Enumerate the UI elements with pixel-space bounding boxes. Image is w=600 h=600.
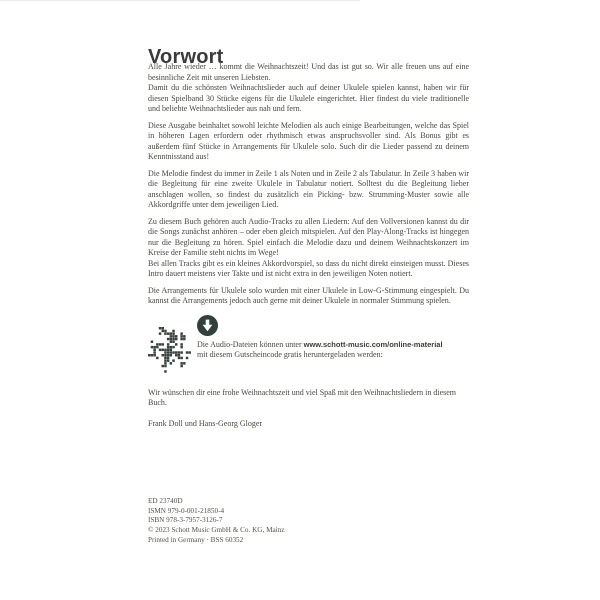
imprint-line: ED 23740D bbox=[148, 497, 183, 505]
foreword-text bbox=[148, 62, 469, 307]
paragraph: Diese Ausgabe beinhaltet sowohl leichte Melodien als auch einige Bearbeitungen, welche das Spiel in höheren Lagen erfordern oder rhythmisch etwas anspruchsvoller sind. Als Bonus gibt es außerdem fünf Stücke in Arrangements für Ukulele solo. Such dir die Lieder passend zu deinem Kenntnisstand aus! bbox=[148, 120, 469, 161]
imprint-line: © 2023 Schott Music GmbH & Co. KG, Mainz bbox=[148, 526, 285, 535]
paragraph: Alle Jahre wieder … kommt die Weihnachtszeit! Und das ist gut so. Wir alle freuen uns auf eine besinnliche Zeit mit unseren Liebsten. bbox=[148, 62, 469, 82]
imprint-line: ISBN 978-3-7957-3126-7 bbox=[148, 516, 223, 525]
imprint bbox=[148, 497, 284, 546]
download-text-prefix: Die Audio-Dateien können unter bbox=[197, 339, 304, 349]
closing-wish: Wir wünschen dir eine frohe Weihnachtszeit und viel Spaß mit den Weihnachtsliedern in diesem Buch. bbox=[148, 387, 457, 407]
imprint-line: ISMN 979-0-001-21850-4 bbox=[148, 506, 225, 515]
download-text-line2: mit diesem Gutscheincode gratis heruntergeladen werden: bbox=[197, 350, 383, 360]
paragraph-group bbox=[148, 169, 469, 211]
paragraph: Damit du die schönsten Weihnachtslieder auch auf deiner Ukulele spielen kannst, haben wir für diesen Spielband 30 Stücke eigens für die Ukulele eingerichtet. Hier findest du viele traditionelle und beliebte Weihnachtslieder aus nah und fern. bbox=[148, 83, 469, 113]
download-info bbox=[197, 315, 443, 375]
paragraph: Bei allen Tracks gibt es ein kleines Akkordvorspiel, so dass du nicht direkt einsteigen musst. Dieses Intro dauert meistens vier Takte und ist nicht extra in den jeweiligen Noten notiert. bbox=[148, 258, 469, 278]
download-section bbox=[148, 315, 469, 375]
download-instructions bbox=[197, 340, 443, 362]
paragraph: Zu diesem Buch gehören auch Audio-Tracks zu allen Liedern: Auf den Vollversionen kannst du dir die Songs zunächst anhören – oder eben gleich mitspielen. Auf den Play-Along-Tracks ist hingegen nur die Begleitung zu hören. Spiel einfach die Melodie dazu und deinem Weihnachtskonzert im Kreise der Familie steht nichts im Wege! bbox=[148, 216, 469, 257]
paragraph: Die Melodie findest du immer in Zeile 1 als Noten und in Zeile 2 als Tabulatur. In Zeile 3 haben wir die Begleitung für eine zweite Ukulele in Tabulatur notiert. Solltest du die Begleitung lieber anschlagen wollen, so findest du zusätzlich ein Picking- bzw. Strumming-Muster sowie alle Akkordgriffe unter dem jeweiligen Lied. bbox=[148, 168, 469, 209]
paragraph-group bbox=[148, 217, 469, 280]
download-url: www.schott-music.com/online-material bbox=[303, 339, 443, 349]
paragraph-group bbox=[148, 121, 469, 163]
paragraph-group bbox=[148, 286, 469, 307]
author-signature: Frank Doll und Hans-Georg Gloger bbox=[148, 418, 263, 428]
qr-code bbox=[148, 315, 194, 375]
paragraph-group bbox=[148, 62, 469, 115]
page-title: Vorwort bbox=[148, 46, 224, 69]
download-arrow-icon bbox=[197, 315, 218, 336]
imprint-line: Printed in Germany · BSS 60352 bbox=[148, 535, 244, 544]
paragraph: Die Arrangements für Ukulele solo wurden mit einer Ukulele in Low-G-Stimmung eingespielt. Du kannst die Arrangements jedoch auch gerne mit deiner Ukulele in normaler Stimmung spielen. bbox=[148, 285, 469, 305]
foreword-content bbox=[148, 62, 469, 429]
page-top-edge bbox=[0, 0, 360, 1]
